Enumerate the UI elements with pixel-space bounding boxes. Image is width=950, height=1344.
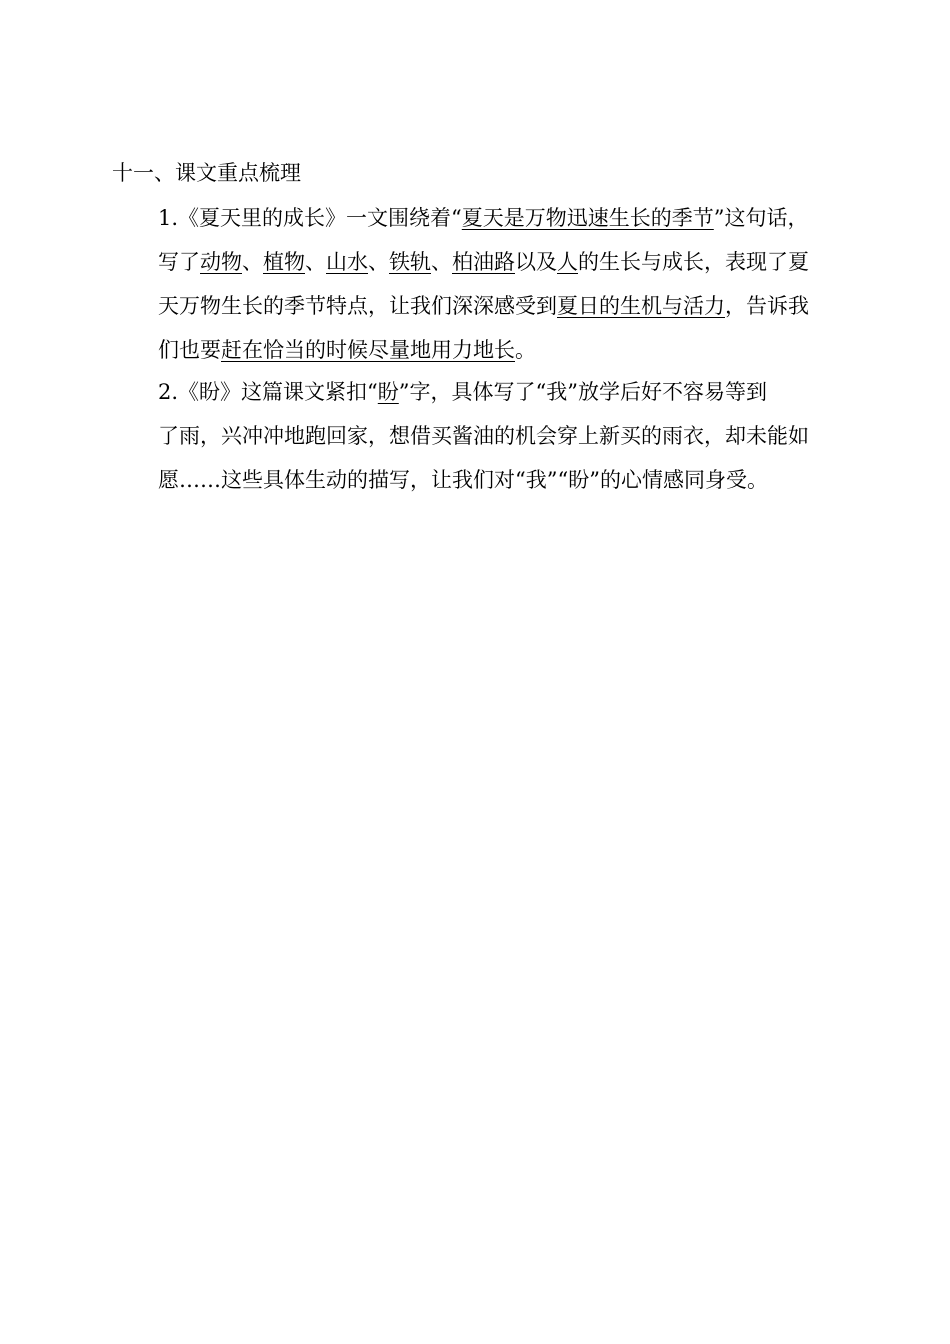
paragraph-line: [112, 284, 850, 328]
text-run: 以及: [515, 250, 557, 274]
paragraph-line: 了雨，兴冲冲地跑回家，想借买酱油的机会穿上新买的雨衣，却未能如: [158, 424, 809, 448]
text-run: ，告诉我: [725, 294, 809, 318]
underlined-key-phrase: 人: [557, 250, 578, 274]
text-run: 1.《夏天里的成长》一文围绕着“: [158, 206, 462, 230]
underlined-key-phrase: 夏日的生机与活力: [557, 294, 725, 318]
underlined-key-phrase: 夏天是万物迅速生长的季节: [461, 206, 714, 230]
paragraph-line: [112, 196, 850, 240]
text-run: 、: [305, 250, 326, 274]
paragraph-line: [112, 240, 850, 284]
text-run: 们也要: [158, 338, 221, 362]
paragraph-line: [112, 328, 850, 372]
text-run: 写了: [158, 250, 200, 274]
text-run: 2.《盼》这篇课文紧扣“: [158, 380, 378, 404]
text-run: 、: [431, 250, 452, 274]
section-heading: 十一、课文重点梳理: [112, 161, 301, 185]
underlined-key-phrase: 铁轨: [389, 250, 431, 274]
underlined-key-phrase: 盼: [377, 380, 399, 404]
underlined-key-phrase: 山水: [326, 250, 368, 274]
text-run: ”字，具体写了“我”放学后好不容易等到: [398, 380, 767, 404]
underlined-key-phrase: 赶在恰当的时候尽量地用力地长: [221, 338, 515, 362]
text-run: 。: [515, 338, 536, 362]
paragraph-line: 愿……这些具体生动的描写，让我们对“我”“盼”的心情感同身受。: [158, 468, 768, 492]
paragraph-line: [112, 370, 850, 414]
text-run: 的生长与成长，表现了夏: [578, 250, 809, 274]
paragraph-summer-growth: [112, 196, 850, 372]
text-run: ”这句话，: [713, 206, 809, 230]
underlined-key-phrase: 柏油路: [452, 250, 515, 274]
underlined-key-phrase: 动物: [200, 250, 242, 274]
text-run: 天万物生长的季节特点，让我们深深感受到: [158, 294, 557, 318]
text-run: 、: [368, 250, 389, 274]
paragraph-pan: [112, 370, 850, 502]
underlined-key-phrase: 植物: [263, 250, 305, 274]
text-run: 、: [242, 250, 263, 274]
